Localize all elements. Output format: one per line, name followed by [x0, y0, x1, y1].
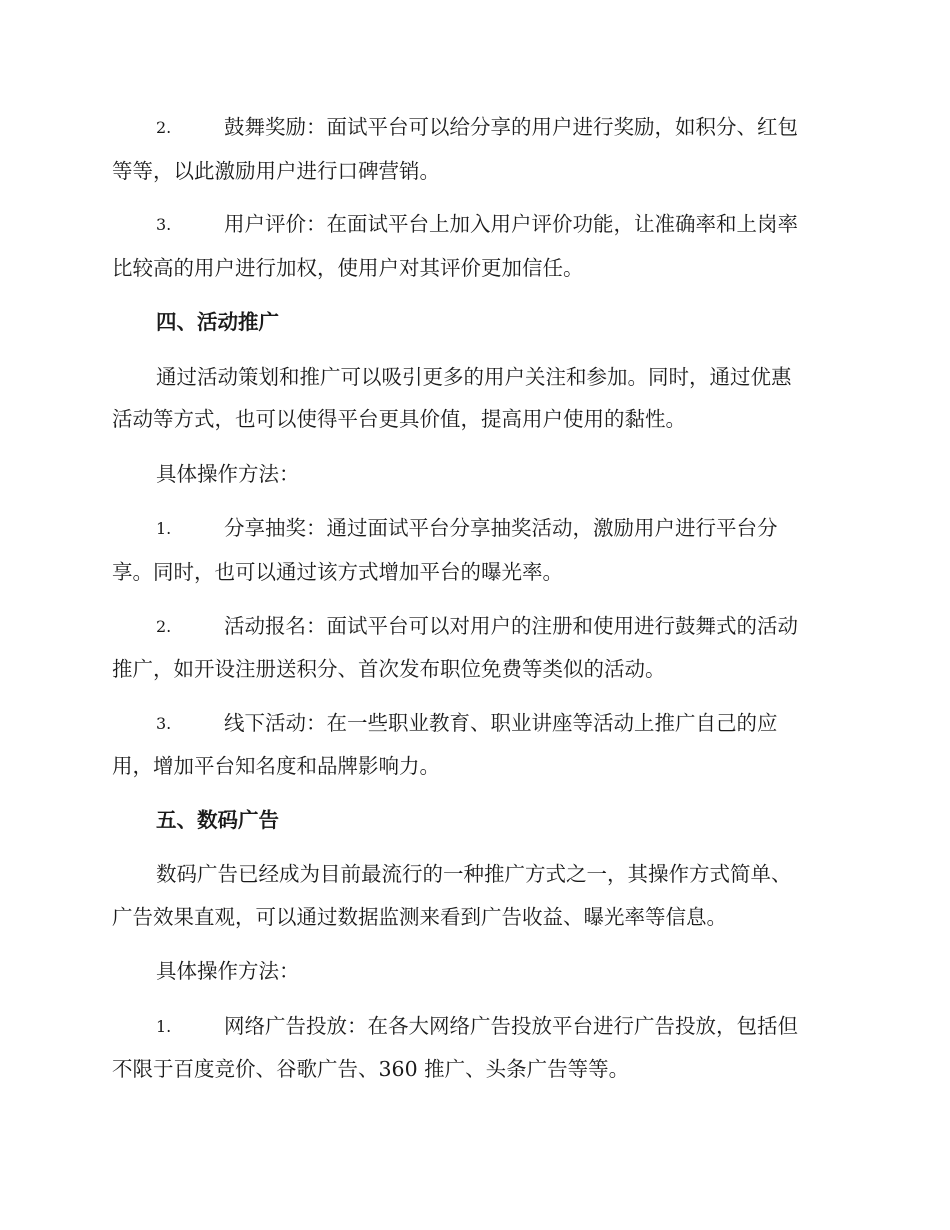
list-item-text: 享。同时，也可以通过该方式增加平台的曝光率。 [112, 560, 563, 584]
list-item-text: 推广，如开设注册送积分、首次发布职位免费等类似的活动。 [112, 657, 666, 681]
list-number: 3. [156, 215, 172, 234]
paragraph-text: 数码广告已经成为目前最流行的一种推广方式之一，其操作方式简单、 [156, 862, 792, 886]
list-item-text: 用户评价：在面试平台上加入用户评价功能，让准确率和上岗率 [224, 212, 798, 236]
list-item-text: 分享抽奖：通过面试平台分享抽奖活动，激励用户进行平台分 [224, 516, 778, 540]
list-number: 1. [156, 519, 172, 538]
list-item-text: 比较高的用户进行加权，使用户对其评价更加信任。 [112, 256, 584, 280]
paragraph-text: 广告效果直观，可以通过数据监测来看到广告收益、曝光率等信息。 [112, 905, 727, 929]
list-item-text: 鼓舞奖励：面试平台可以给分享的用户进行奖励，如积分、红包 [224, 115, 798, 139]
paragraph-text: 通过活动策划和推广可以吸引更多的用户关注和参加。同时，通过优惠 [156, 365, 792, 389]
section-heading: 四、活动推广 [156, 310, 279, 334]
list-number: 3. [156, 714, 172, 733]
method-label: 具体操作方法： [156, 462, 300, 486]
list-number: 2. [156, 118, 172, 137]
list-item-text: 网络广告投放：在各大网络广告投放平台进行广告投放，包括但 [224, 1014, 798, 1038]
list-item-text: 不限于百度竞价、谷歌广告、360 推广、头条广告等等。 [112, 1057, 630, 1081]
method-label: 具体操作方法： [156, 959, 300, 983]
list-item-text: 线下活动：在一些职业教育、职业讲座等活动上推广自己的应 [224, 711, 778, 735]
section-heading: 五、数码广告 [156, 808, 279, 832]
list-item-text: 等等，以此激励用户进行口碑营销。 [112, 159, 440, 183]
list-number: 2. [156, 617, 172, 636]
list-item-text: 活动报名：面试平台可以对用户的注册和使用进行鼓舞式的活动 [224, 614, 798, 638]
list-item-text: 用，增加平台知名度和品牌影响力。 [112, 754, 440, 778]
list-number: 1. [156, 1017, 172, 1036]
paragraph-text: 活动等方式，也可以使得平台更具价值，提高用户使用的黏性。 [112, 407, 686, 431]
